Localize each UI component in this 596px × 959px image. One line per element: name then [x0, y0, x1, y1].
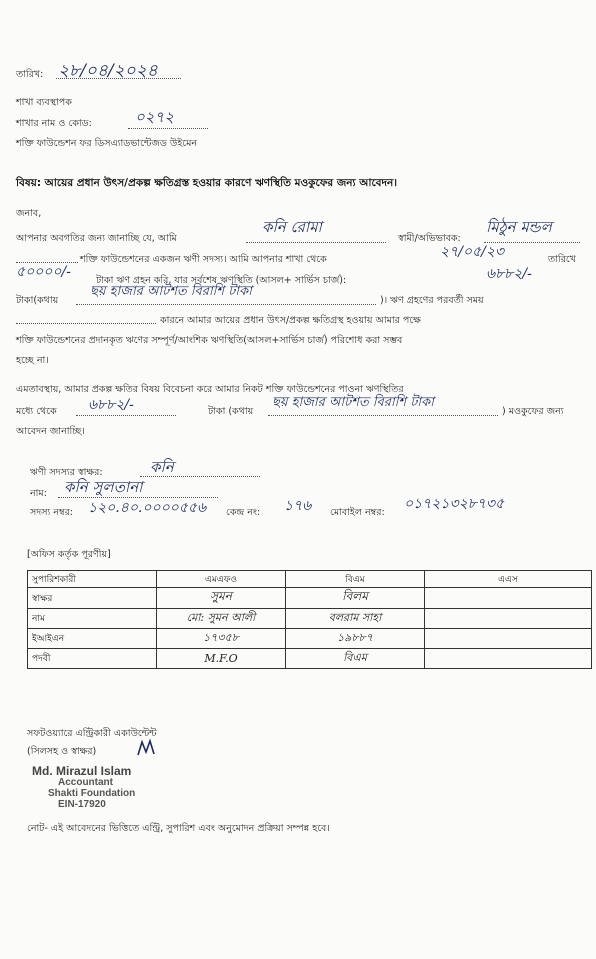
body-line-2b: তারিখে [548, 254, 576, 265]
member-name-handwritten: কনি রোমা [262, 218, 322, 236]
body-p2-line-1: এমতাবস্থায়, আমার প্রকল্প ক্ষতির বিষয় বিবেচনা করে আমার নিকট শক্তি ফাউন্ডেশনের পাওনা ঋণস্থিতির [16, 384, 404, 395]
table-cell: ১৭৩৫৮ [157, 629, 286, 649]
stamp-role: Accountant [58, 777, 113, 788]
office-table [27, 570, 592, 669]
branch-manager: শাখা ব্যবস্থাপক [16, 97, 72, 108]
table-cell [425, 649, 592, 669]
table-cell: মো: সুমন আলী [157, 609, 286, 629]
reason-dots [16, 323, 156, 324]
body-line-1b: স্বামী/অভিভাবক: [398, 233, 461, 244]
body-p2-line-2c: ) মওকুফের জন্য [502, 406, 564, 417]
body-line-4b: )। ঋণ গ্রহণের পরবর্তী সময় [380, 295, 484, 306]
branch-code: ০২৭২ [135, 108, 175, 126]
center-label: কেন্দ্র নং: [226, 507, 261, 518]
accountant-signature-mark [136, 738, 158, 758]
date-label: তারিখ: [16, 69, 44, 80]
table-cell [425, 629, 592, 649]
date-value: ২৮/০৪/২০২৪ [58, 61, 158, 81]
office-section-label: [অফিস কর্তৃক পূরণীয়] [27, 549, 111, 560]
member-name-value: কনি সুলতানা [64, 478, 143, 496]
table-cell: বিএম [286, 649, 425, 669]
table-cell: ১৯৮৮৭ [286, 629, 425, 649]
member-signature-underline [140, 476, 260, 477]
body-line-7: হচ্ছে না। [16, 355, 49, 366]
date-underline [56, 78, 181, 79]
member-signature: কনি [150, 458, 174, 476]
table-row [28, 588, 592, 609]
table-cell: ইআইএন [28, 629, 157, 649]
table-cell [425, 609, 592, 629]
loan-date-handwritten: ২৭/০৫/২৩ [440, 244, 505, 260]
member-name-label: নাম: [30, 488, 47, 499]
body-line-4a: টাকা(কথায় [16, 295, 59, 306]
waiver-amount-handwritten: ৬৮৮২/- [88, 397, 134, 413]
member-signature-label: ঋণী সদস্যর স্বাক্ষর: [30, 467, 103, 478]
outstanding-handwritten: ৬৮৮২/- [486, 266, 532, 282]
table-cell: স্বাক্ষর [28, 588, 157, 609]
table-cell: এএস [425, 571, 592, 588]
waiver-words-underline [268, 415, 498, 416]
body-line-2a: শক্তি ফাউন্ডেশনের একজন ঋণী সদস্য। আমি আপনার শাখা থেকে [80, 254, 327, 265]
body-line-5: কারনে আমার আয়ের প্রধান উৎস/প্রকল্প ক্ষতিগ্রস্থ হওয়ায় আমার পক্ষে [160, 315, 421, 326]
table-row [28, 609, 592, 629]
body-line-3a: টাকা ঋণ গ্রহন করি, যার সর্বশেষ ঋণস্থিতি (আসল+ সার্ভিস চার্জ): [96, 275, 347, 286]
waiver-amount-underline [76, 415, 176, 416]
subject: বিষয়: আয়ের প্রধান উৎস/প্রকল্প ক্ষতিগ্রস্ত হওয়ার কারণে ঋণস্থিতি মওকুফের জন্য আবেদন। [16, 177, 398, 189]
salutation: জনাব, [16, 208, 42, 219]
accountant-seal-label: (সিলসহ ও স্বাক্ষর) [27, 746, 97, 757]
table-cell: সুমন [157, 588, 286, 609]
table-row [28, 629, 592, 649]
member-no-label: সদস্য নম্বর: [30, 507, 74, 518]
stamp-org: Shakti Foundation [48, 788, 136, 799]
table-cell: বিলম [286, 588, 425, 609]
branch-name-label: শাখার নাম ও কোড: [16, 118, 92, 129]
body-p2-line-3: আবেদন জানাচ্ছি। [16, 426, 85, 437]
outstanding-words-handwritten: ছয় হাজার আটশত বিরাশি টাকা [90, 284, 252, 299]
body-p2-line-2a: মধ্যে থেকে [16, 406, 57, 417]
guardian-name-handwritten: মিঠুন মন্ডল [486, 218, 552, 236]
table-cell: এমএফও [157, 571, 286, 588]
center-no-value: ১৭৬ [284, 498, 312, 514]
table-row [28, 649, 592, 669]
table-cell: M.F.O [157, 649, 286, 669]
organization: শক্তি ফাউন্ডেশন ফর ডিসএ্যাডভান্টেজড উইমেন [16, 138, 198, 149]
mobile-label: মোবাইল নম্বর: [330, 507, 385, 518]
table-cell: বলরাম সাহা [286, 609, 425, 629]
member-name-underline [246, 242, 386, 243]
footer-note: নোট- এই আবেদনের ভিত্তিতে এন্ট্রি, সুপারিশ এবং অনুমোদন প্রক্রিয়া সম্পন্ন হবে। [27, 823, 330, 834]
accountant-title: সফটওয়্যারে এন্ট্রিকারী একাউন্টেন্ট [27, 728, 157, 739]
body-p2-line-2b: টাকা (কথায় [208, 406, 254, 417]
stamp-name: Md. Mirazul Islam [32, 764, 132, 778]
table-cell [425, 588, 592, 609]
table-cell: সুপারিশকারী [28, 571, 157, 588]
table-cell: নাম [28, 609, 157, 629]
outstanding-words-underline [76, 304, 376, 305]
waiver-words-handwritten: ছয় হাজার আটশত বিরাশি টাকা [272, 395, 434, 410]
member-no-value: ১২০.৪০.০০০০৫৫৬ [88, 500, 207, 516]
branch-underline [128, 128, 208, 129]
table-cell: পদবী [28, 649, 157, 669]
loan-amount-handwritten: ৫০০০০/- [16, 264, 71, 280]
table-cell: বিএম [286, 571, 425, 588]
mobile-no-value: ০১৭২১৩২৮৭৩৫ [404, 496, 505, 512]
body-line-6: শক্তি ফাউন্ডেশনের প্রদানকৃত ঋণের সম্পূর্ণ/আংশিক ঋণস্থিতি(আসল+সার্ভিস চার্জ) পরিশোধ করা সম্ভব [16, 335, 403, 346]
stamp-ein: EIN-17920 [58, 799, 106, 810]
body-line-1a: আপনার অবগতির জন্য জানাচ্ছি যে, আমি [16, 233, 177, 244]
table-row [28, 571, 592, 588]
